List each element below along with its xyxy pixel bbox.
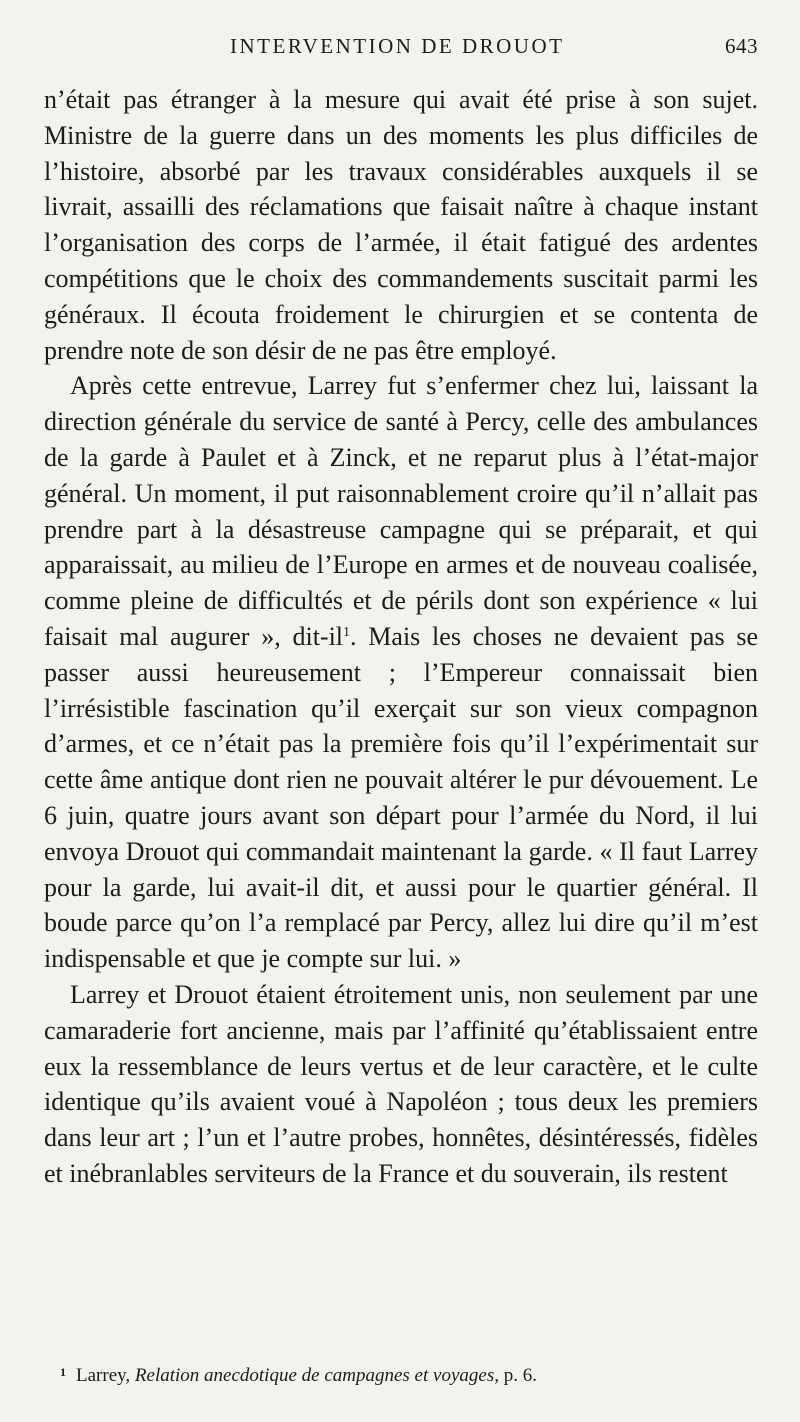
footnote-page: p. 6. — [503, 1365, 537, 1386]
paragraph-2-text-b: . Mais les choses ne devaient pas se passer aussi heureusement ; l’Empereur connaissait bien l’irrésistible fascination qu’il exerçait sur son vieux compagnon d’armes, et ce n’était pas la première fois qu’il l’expérimentait sur cette âme antique dont rien ne pouvait altérer le pur dévouement. Le 6 juin, quatre jours avant son départ pour l’armée du Nord, il lui envoya Drouot qui commandait maintenant la garde. « Il faut Larrey pour la garde, lui avait-il dit, et aussi pour le quartier général. Il boude parce qu’on l’a remplacé par Percy, allez lui dire qu’il m’est indispensable et que je compte sur lui. » — [44, 621, 759, 974]
paragraph-2-text-a: Après cette entrevue, Larrey fut s’enfermer chez lui, laissant la direction générale du service de santé à Percy, celle des ambulances de la garde à Paulet et à Zinck, et ne reparut plus à l’état-major général. Un moment, il put raisonnablement croire qu’il n’allait pas prendre part à la désastreuse campagne qui se préparait, et qui apparaissait, au milieu de l’Europe en armes et de nouveau coalisée, comme pleine de difficultés et de périls dont son expérience « lui faisait mal augurer », dit-il — [44, 371, 758, 651]
page-header — [44, 34, 758, 64]
page-number: 643 — [725, 34, 758, 58]
footnote-mark: 1 — [60, 1365, 66, 1379]
footnote-author: Larrey, — [76, 1365, 131, 1386]
paragraph-2 — [44, 368, 758, 977]
footnote — [60, 1360, 750, 1388]
body-text — [44, 82, 758, 1192]
running-head: INTERVENTION DE DROUOT — [230, 34, 565, 58]
footnote-reference: 1 — [343, 624, 351, 640]
footnote-work-title: Relation anecdotique de campagnes et voyages, — [134, 1365, 499, 1386]
paragraph-1: n’était pas étranger à la mesure qui avait été prise à son sujet. Ministre de la guerre dans un des moments les plus difficiles de l’histoire, absorbé par les travaux considérables auxquels il se livrait, assailli des réclamations que faisait naître à chaque instant l’organisation des corps de l’armée, il était fatigué des ardentes compétitions que le choix des commandements suscitait parmi les généraux. Il écouta froidement le chirurgien et se contenta de prendre note de son désir de ne pas être employé. — [44, 85, 758, 365]
paragraph-3: Larrey et Drouot étaient étroitement unis, non seulement par une camaraderie fort ancienne, mais par l’affinité qu’établissaient entre eux la ressemblance de leurs vertus et de leur caractère, et le culte identique qu’ils avaient voué à Napoléon ; tous deux les premiers dans leur art ; l’un et l’autre probes, honnêtes, désintéressés, fidèles et inébranlables serviteurs de la France et du souverain, ils restent — [44, 979, 758, 1188]
